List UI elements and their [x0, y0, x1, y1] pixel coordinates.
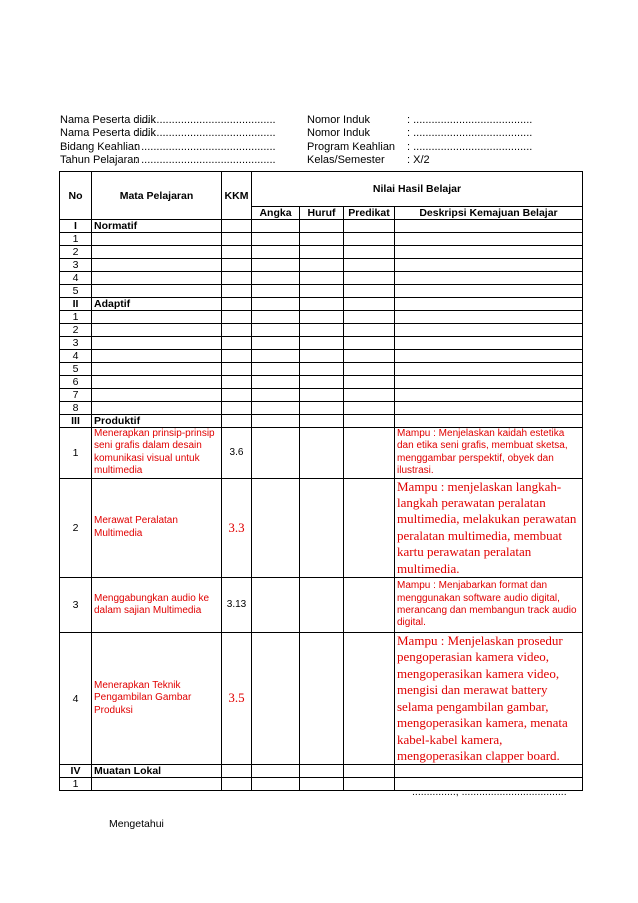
- empty-cell: [252, 765, 300, 778]
- empty-cell: [300, 337, 344, 350]
- label-nama: Nama Peserta didik: [60, 114, 156, 126]
- empty-cell: [395, 220, 583, 233]
- empty-cell: [395, 285, 583, 298]
- empty-cell: [300, 376, 344, 389]
- empty-cell: [300, 298, 344, 311]
- row-number: 8: [60, 402, 92, 415]
- value-bidang-keahlian: : ............................................: [135, 140, 276, 153]
- empty-cell: [300, 389, 344, 402]
- empty-cell: [300, 578, 344, 633]
- empty-cell: [300, 272, 344, 285]
- empty-cell: [92, 376, 222, 389]
- row-number: 1: [60, 778, 92, 791]
- mapel-cell: Menggabungkan audio ke dalam sajian Multimedia: [92, 578, 222, 633]
- empty-cell: [395, 233, 583, 246]
- empty-cell: [222, 415, 252, 428]
- empty-cell: [344, 246, 395, 259]
- empty-cell: [222, 298, 252, 311]
- empty-cell: [252, 298, 300, 311]
- label-nomor-induk: Nomor Induk: [307, 127, 370, 140]
- kkm-cell: 3.3: [222, 478, 252, 577]
- label-tahun-pelajaran: Tahun Pelajaran: [60, 154, 140, 167]
- row-number: 1: [60, 311, 92, 324]
- empty-cell: [300, 220, 344, 233]
- empty-cell: [252, 633, 300, 765]
- empty-cell: [222, 778, 252, 791]
- empty-cell: [222, 285, 252, 298]
- col-header-mapel: Mata Pelajaran: [92, 172, 222, 220]
- label-bidang-keahlian: Bidang Keahlian: [60, 140, 141, 153]
- table-row: [60, 337, 583, 350]
- mapel-cell: Menerapkan Teknik Pengambilan Gambar Produksi: [92, 633, 222, 765]
- empty-cell: [252, 350, 300, 363]
- empty-cell: [252, 402, 300, 415]
- label-kelas-semester: Kelas/Semester: [307, 154, 385, 167]
- empty-cell: [395, 765, 583, 778]
- row-number: 5: [60, 363, 92, 376]
- empty-cell: [252, 259, 300, 272]
- empty-cell: [252, 376, 300, 389]
- table-row: [60, 246, 583, 259]
- empty-cell: [222, 259, 252, 272]
- empty-cell: [344, 363, 395, 376]
- empty-cell: [300, 633, 344, 765]
- empty-cell: [344, 298, 395, 311]
- value-nomor-induk: : .......................................: [407, 114, 533, 126]
- empty-cell: [222, 765, 252, 778]
- empty-cell: [344, 389, 395, 402]
- empty-cell: [395, 272, 583, 285]
- produktif-row: [60, 633, 583, 765]
- mapel-cell: Menerapkan prinsip-prinsip seni grafis dalam desain komunikasi visual untuk multimedia: [92, 428, 222, 479]
- empty-cell: [252, 428, 300, 479]
- mengetahui-label: Mengetahui: [109, 818, 164, 830]
- student-info-header: [60, 114, 580, 168]
- kkm-cell: 3.6: [222, 428, 252, 479]
- empty-cell: [344, 233, 395, 246]
- label-program-keahlian: Program Keahlian: [307, 140, 396, 153]
- empty-cell: [300, 778, 344, 791]
- row-number: 3: [60, 337, 92, 350]
- table-row: [60, 259, 583, 272]
- empty-cell: [222, 324, 252, 337]
- section-row: [60, 415, 583, 428]
- section-number: I: [60, 220, 92, 233]
- table-row: [60, 324, 583, 337]
- empty-cell: [300, 350, 344, 363]
- empty-cell: [344, 402, 395, 415]
- empty-cell: [344, 285, 395, 298]
- table-row: [60, 272, 583, 285]
- empty-cell: [395, 311, 583, 324]
- empty-cell: [300, 311, 344, 324]
- empty-cell: [222, 389, 252, 402]
- empty-cell: [300, 415, 344, 428]
- empty-cell: [92, 402, 222, 415]
- empty-cell: [252, 389, 300, 402]
- table-row: [60, 233, 583, 246]
- empty-cell: [300, 765, 344, 778]
- value-nomor-induk: : .......................................: [407, 127, 533, 140]
- empty-cell: [344, 478, 395, 577]
- empty-cell: [222, 402, 252, 415]
- empty-cell: [344, 337, 395, 350]
- value-nama: : ............................................: [135, 127, 276, 140]
- empty-cell: [395, 363, 583, 376]
- empty-cell: [344, 778, 395, 791]
- empty-cell: [92, 778, 222, 791]
- empty-cell: [300, 324, 344, 337]
- empty-cell: [252, 233, 300, 246]
- table-row: [60, 363, 583, 376]
- empty-cell: [222, 376, 252, 389]
- section-number: II: [60, 298, 92, 311]
- value-tahun-pelajaran: : ............................................: [135, 154, 276, 167]
- empty-cell: [92, 233, 222, 246]
- table-row: [60, 311, 583, 324]
- empty-cell: [222, 220, 252, 233]
- row-number: 1: [60, 233, 92, 246]
- deskripsi-cell: Mampu : Menjelaskan prosedur pengoperasian kamera video, mengoperasikan kamera video, mengisi dan merawat battery selama pengambilan gambar, mengoperasikan kamera, menata kabel-kabel kamera, mengoperasikan clapper board.: [395, 633, 583, 765]
- empty-cell: [92, 285, 222, 298]
- empty-cell: [344, 324, 395, 337]
- empty-cell: [252, 478, 300, 577]
- table-row: [60, 389, 583, 402]
- row-number: 6: [60, 376, 92, 389]
- section-row: [60, 765, 583, 778]
- section-title: Normatif: [92, 220, 222, 233]
- row-number: 5: [60, 285, 92, 298]
- empty-cell: [300, 478, 344, 577]
- col-header-deskripsi: Deskripsi Kemajuan Belajar: [395, 207, 583, 220]
- produktif-row: [60, 578, 583, 633]
- section-row: [60, 298, 583, 311]
- grade-table: [59, 171, 583, 791]
- empty-cell: [222, 350, 252, 363]
- empty-cell: [222, 272, 252, 285]
- empty-cell: [395, 402, 583, 415]
- empty-cell: [252, 778, 300, 791]
- empty-cell: [92, 350, 222, 363]
- empty-cell: [252, 311, 300, 324]
- empty-cell: [222, 311, 252, 324]
- empty-cell: [222, 363, 252, 376]
- empty-cell: [252, 363, 300, 376]
- empty-cell: [395, 350, 583, 363]
- empty-cell: [252, 578, 300, 633]
- empty-cell: [395, 246, 583, 259]
- empty-cell: [300, 402, 344, 415]
- label-nama: Nama Peserta didik: [60, 127, 156, 140]
- empty-cell: [395, 298, 583, 311]
- row-number: 7: [60, 389, 92, 402]
- row-number: 4: [60, 633, 92, 765]
- empty-cell: [222, 246, 252, 259]
- empty-cell: [344, 259, 395, 272]
- empty-cell: [222, 233, 252, 246]
- empty-cell: [252, 272, 300, 285]
- section-title: Muatan Lokal: [92, 765, 222, 778]
- produktif-row: [60, 428, 583, 479]
- col-header-huruf: Huruf: [300, 207, 344, 220]
- header-row-1: [60, 172, 583, 207]
- empty-cell: [344, 376, 395, 389]
- info-row: [60, 141, 580, 154]
- row-number: 1: [60, 428, 92, 479]
- col-header-predikat: Predikat: [344, 207, 395, 220]
- empty-cell: [300, 285, 344, 298]
- section-number: IV: [60, 765, 92, 778]
- empty-cell: [252, 337, 300, 350]
- section-row: [60, 220, 583, 233]
- col-header-nilai: Nilai Hasil Belajar: [252, 172, 583, 207]
- col-header-no: No: [60, 172, 92, 220]
- mapel-cell: Merawat Peralatan Multimedia: [92, 478, 222, 577]
- col-header-kkm: KKM: [222, 172, 252, 220]
- empty-cell: [92, 337, 222, 350]
- empty-cell: [395, 415, 583, 428]
- kkm-cell: 3.13: [222, 578, 252, 633]
- empty-cell: [344, 311, 395, 324]
- col-header-angka: Angka: [252, 207, 300, 220]
- empty-cell: [395, 259, 583, 272]
- empty-cell: [92, 324, 222, 337]
- empty-cell: [92, 389, 222, 402]
- table-row: [60, 402, 583, 415]
- empty-cell: [252, 415, 300, 428]
- empty-cell: [300, 428, 344, 479]
- empty-cell: [300, 246, 344, 259]
- row-number: 4: [60, 272, 92, 285]
- empty-cell: [344, 272, 395, 285]
- empty-cell: [300, 233, 344, 246]
- kkm-cell: 3.5: [222, 633, 252, 765]
- section-number: III: [60, 415, 92, 428]
- empty-cell: [300, 259, 344, 272]
- empty-cell: [252, 324, 300, 337]
- empty-cell: [300, 363, 344, 376]
- info-row: [60, 127, 580, 140]
- row-number: 2: [60, 324, 92, 337]
- empty-cell: [92, 246, 222, 259]
- deskripsi-cell: Mampu : Menjabarkan format dan menggunakan software audio digital, merancang dan membangun track audio digital.: [395, 578, 583, 633]
- empty-cell: [344, 220, 395, 233]
- empty-cell: [92, 311, 222, 324]
- info-row: [60, 114, 580, 127]
- row-number: 2: [60, 246, 92, 259]
- section-title: Adaptif: [92, 298, 222, 311]
- empty-cell: [344, 428, 395, 479]
- empty-cell: [92, 272, 222, 285]
- section-title: Produktif: [92, 415, 222, 428]
- produktif-row: [60, 478, 583, 577]
- empty-cell: [344, 578, 395, 633]
- row-number: 3: [60, 259, 92, 272]
- empty-cell: [222, 337, 252, 350]
- table-row: [60, 285, 583, 298]
- table-row: [60, 350, 583, 363]
- empty-cell: [395, 337, 583, 350]
- row-number: 4: [60, 350, 92, 363]
- label-nomor-induk: Nomor Induk: [307, 114, 370, 126]
- value-program-keahlian: : .......................................: [407, 140, 533, 153]
- row-number: 3: [60, 578, 92, 633]
- date-line: ..............., ....................................: [412, 786, 567, 798]
- empty-cell: [252, 285, 300, 298]
- empty-cell: [252, 246, 300, 259]
- empty-cell: [344, 415, 395, 428]
- empty-cell: [92, 259, 222, 272]
- empty-cell: [344, 633, 395, 765]
- empty-cell: [92, 363, 222, 376]
- info-row: [60, 154, 580, 167]
- row-number: 2: [60, 478, 92, 577]
- empty-cell: [395, 324, 583, 337]
- empty-cell: [344, 350, 395, 363]
- empty-cell: [395, 376, 583, 389]
- value-nama: : ............................................: [135, 114, 276, 126]
- empty-cell: [395, 389, 583, 402]
- deskripsi-cell: Mampu : Menjelaskan kaidah estetika dan etika seni grafis, membuat sketsa, menggambar perspektif, obyek dan ilustrasi.: [395, 428, 583, 479]
- empty-cell: [252, 220, 300, 233]
- deskripsi-cell: Mampu : menjelaskan langkah-langkah perawatan peralatan multimedia, melakukan perawatan peralatan multimedia, membuat kartu perawatan peralatan multimedia.: [395, 478, 583, 577]
- value-kelas-semester: : X/2: [407, 154, 430, 167]
- empty-cell: [344, 765, 395, 778]
- table-row: [60, 376, 583, 389]
